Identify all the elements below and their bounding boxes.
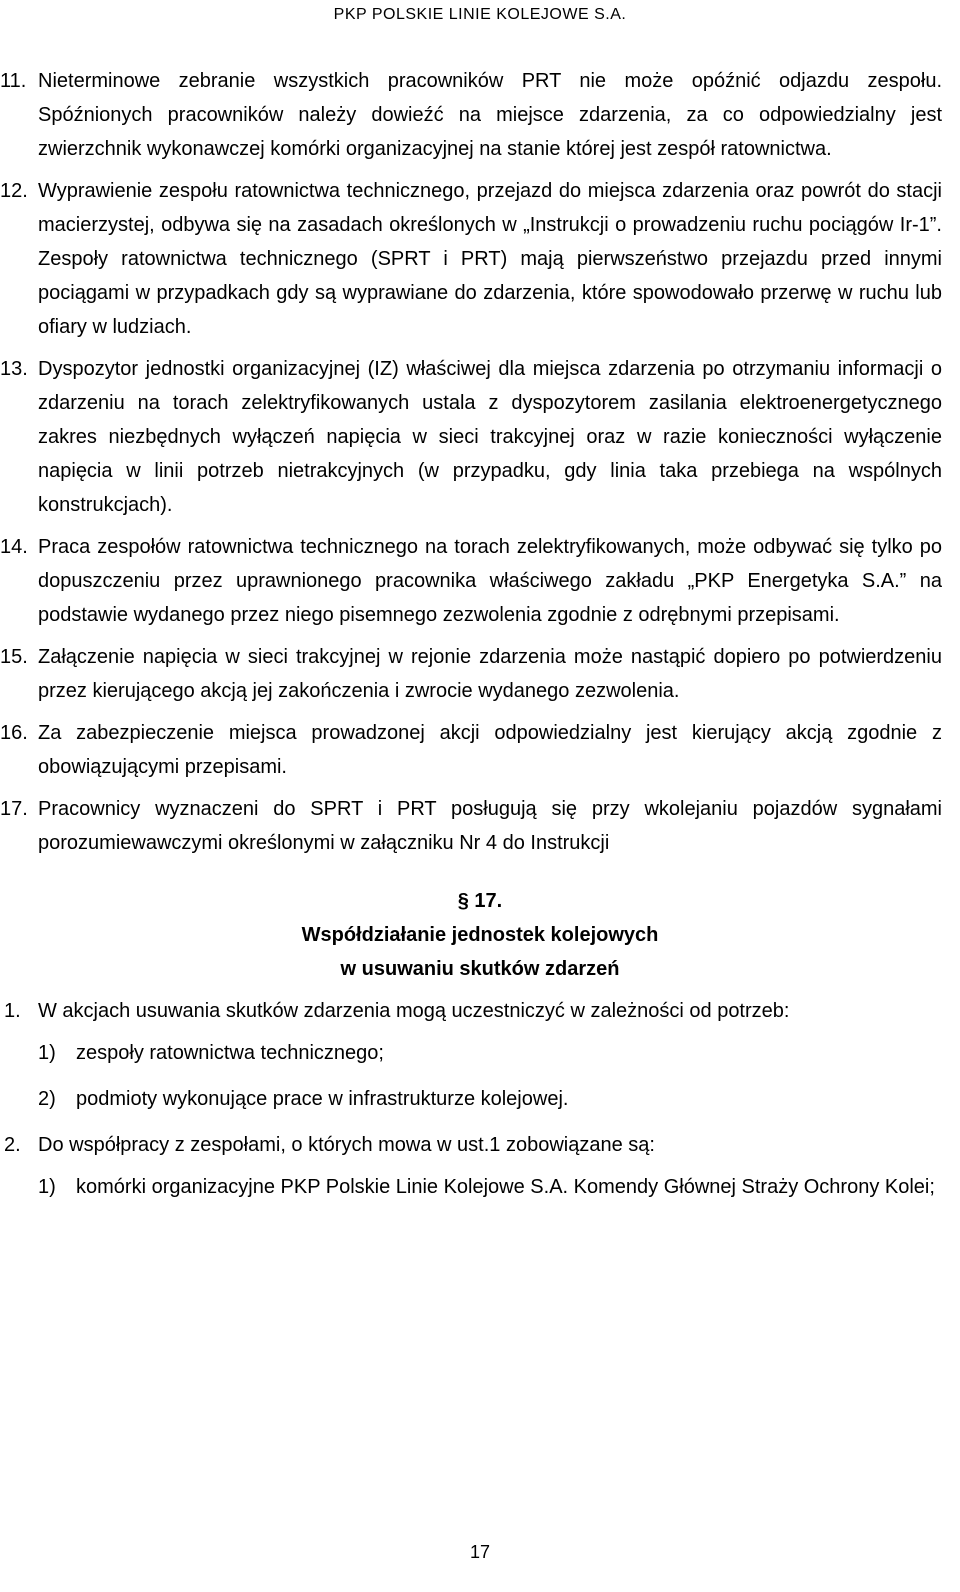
- list-item: [0, 530, 960, 632]
- sub-list-item: [0, 1082, 960, 1116]
- item-text: Dyspozytor jednostki organizacyjnej (IZ) właściwej dla miejsca zdarzenia po otrzymaniu informacji o zdarzeniu na torach zelektryfikowanych ustala z dyspozytorem zasilania elektroenergetycznego zakres niezbędnych wyłączeń napięcia w sieci trakcyjnej oraz w razie konieczności wyłączenie napięcia w linii potrzeb nietrakcyjnych (w przypadku, gdy linia taka przebiega na wspólnych konstrukcjach).: [38, 358, 942, 516]
- sub-list-item: [0, 1170, 960, 1204]
- item-number: 13.: [0, 358, 28, 380]
- item-text: W akcjach usuwania skutków zdarzenia mogą uczestniczyć w zależności od potrzeb:: [38, 1000, 790, 1022]
- list-item: [0, 792, 960, 860]
- item-text: Do współpracy z zespołami, o których mowa w ust.1 zobowiązane są:: [38, 1134, 655, 1156]
- page-number: 17: [469, 1542, 491, 1562]
- item-text: Nieterminowe zebranie wszystkich pracowników PRT nie może opóźnić odjazdu zespołu. Spóźnionych pracowników należy dowieźć na miejsce zdarzenia, za co odpowiedzialny jest zwierzchnik wykonawczej komórki organizacyjnej na stanie której jest zespół ratownictwa.: [38, 70, 942, 160]
- item-text: Za zabezpieczenie miejsca prowadzonej akcji odpowiedzialny jest kierujący akcją zgodnie z obowiązującymi przepisami.: [38, 722, 942, 778]
- document-body: [0, 64, 960, 1216]
- section-heading: [0, 884, 960, 986]
- list-item: [0, 64, 960, 166]
- sub-item-number: 1): [38, 1042, 56, 1064]
- list-item: [0, 994, 960, 1028]
- sub-item-number: 1): [38, 1176, 56, 1198]
- item-number: 17.: [0, 798, 28, 820]
- sub-item-text: komórki organizacyjne PKP Polskie Linie Kolejowe S.A. Komendy Głównej Straży Ochrony Kolei;: [76, 1176, 935, 1198]
- item-text: Wyprawienie zespołu ratownictwa technicznego, przejazd do miejsca zdarzenia oraz powrót do stacji macierzystej, odbywa się na zasadach określonych w „Instrukcji o prowadzeniu ruchu pociągów Ir-1”. Zespoły ratownictwa technicznego (SPRT i PRT) mają pierwszeństwo przejazdu przed innymi pociągami w przypadkach gdy są wyprawiane do zdarzenia, które spowodowało przerwę w ruchu lub ofiary w ludziach.: [38, 180, 942, 338]
- list-item: [0, 640, 960, 708]
- item-number: 12.: [0, 180, 28, 202]
- list-item: [0, 1128, 960, 1162]
- list-item: [0, 352, 960, 522]
- item-number: 16.: [0, 722, 28, 744]
- page-header: PKP POLSKIE LINIE KOLEJOWE S.A.: [333, 6, 627, 23]
- item-number: 2.: [4, 1134, 21, 1156]
- item-text: Załączenie napięcia w sieci trakcyjnej w rejonie zdarzenia może nastąpić dopiero po potwierdzeniu przez kierującego akcją jej zakończenia i zwrocie wydanego zezwolenia.: [38, 646, 942, 702]
- sub-item-text: podmioty wykonujące prace w infrastrukturze kolejowej.: [76, 1088, 569, 1110]
- item-text: Pracownicy wyznaczeni do SPRT i PRT posługują się przy wkolejaniu pojazdów sygnałami porozumiewawczymi określonymi w załączniku Nr 4 do Instrukcji: [38, 798, 942, 854]
- sub-item-number: 2): [38, 1088, 56, 1110]
- item-number: 15.: [0, 646, 28, 668]
- item-number: 11.: [0, 70, 27, 92]
- sub-item-text: zespoły ratownictwa technicznego;: [76, 1042, 384, 1064]
- list-item: [0, 174, 960, 344]
- item-text: Praca zespołów ratownictwa technicznego na torach zelektryfikowanych, może odbywać się tylko po dopuszczeniu przez uprawnionego pracownika właściwego zakładu „PKP Energetyka S.A.” na podstawie wydanego przez niego pisemnego zezwolenia zgodnie z odrębnymi przepisami.: [38, 536, 942, 626]
- section-title-line2: w usuwaniu skutków zdarzeń: [340, 958, 620, 980]
- section-title-line1: Współdziałanie jednostek kolejowych: [301, 924, 659, 946]
- item-number: 14.: [0, 536, 28, 558]
- sub-list-item: [0, 1036, 960, 1070]
- list-item: [0, 716, 960, 784]
- item-number: 1.: [4, 1000, 21, 1022]
- section-number: § 17.: [457, 890, 503, 912]
